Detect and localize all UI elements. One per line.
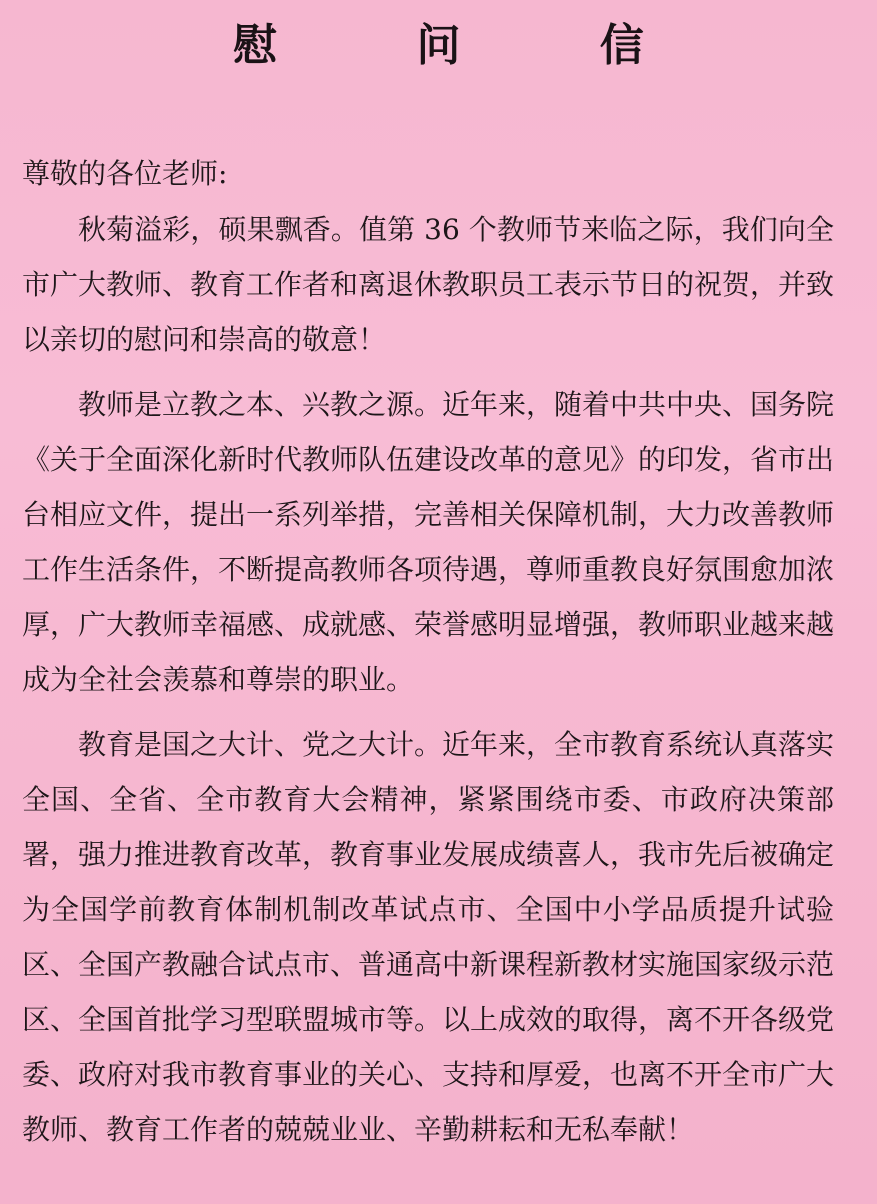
paragraph-1: 秋菊溢彩，硕果飘香。值第 36 个教师节来临之际，我们向全市广大教师、教育工作者和离退休教职员工表示节日的祝贺，并致以亲切的慰问和崇高的敬意！ xyxy=(22,213,835,356)
paragraph-3: 教育是国之大计、党之大计。近年来，全市教育系统认真落实全国、全省、全市教育大会精神，紧紧围绕市委、市政府决策部署，强力推进教育改革，教育事业发展成绩喜人，我市先后被确定为全国学前教育体制机制改革试点市、全国中小学品质提升试验区、全国产教融合试点市、普通高中新课程新教材实施国家级示范区、全国首批学习型联盟城市等。以上成效的取得，离不开各级党委、政府对我市教育事业的关心、支持和厚爱，也离不开全市广大教师、教育工作者的兢兢业业、辛勤耕耘和无私奉献！ xyxy=(22,728,835,1146)
paragraph-2: 教师是立教之本、兴教之源。近年来，随着中共中央、国务院《关于全面深化新时代教师队伍建设改革的意见》的印发，省市出台相应文件，提出一系列举措，完善相关保障机制，大力改善教师工作生活条件，不断提高教师各项待遇，尊师重教良好氛围愈加浓厚，广大教师幸福感、成就感、荣誉感明显增强，教师职业越来越成为全社会羡慕和尊崇的职业。 xyxy=(22,388,835,696)
salutation: 尊敬的各位老师: xyxy=(22,157,228,190)
letter-title: 慰 问 信 xyxy=(233,20,706,71)
letter-body xyxy=(22,146,834,1157)
